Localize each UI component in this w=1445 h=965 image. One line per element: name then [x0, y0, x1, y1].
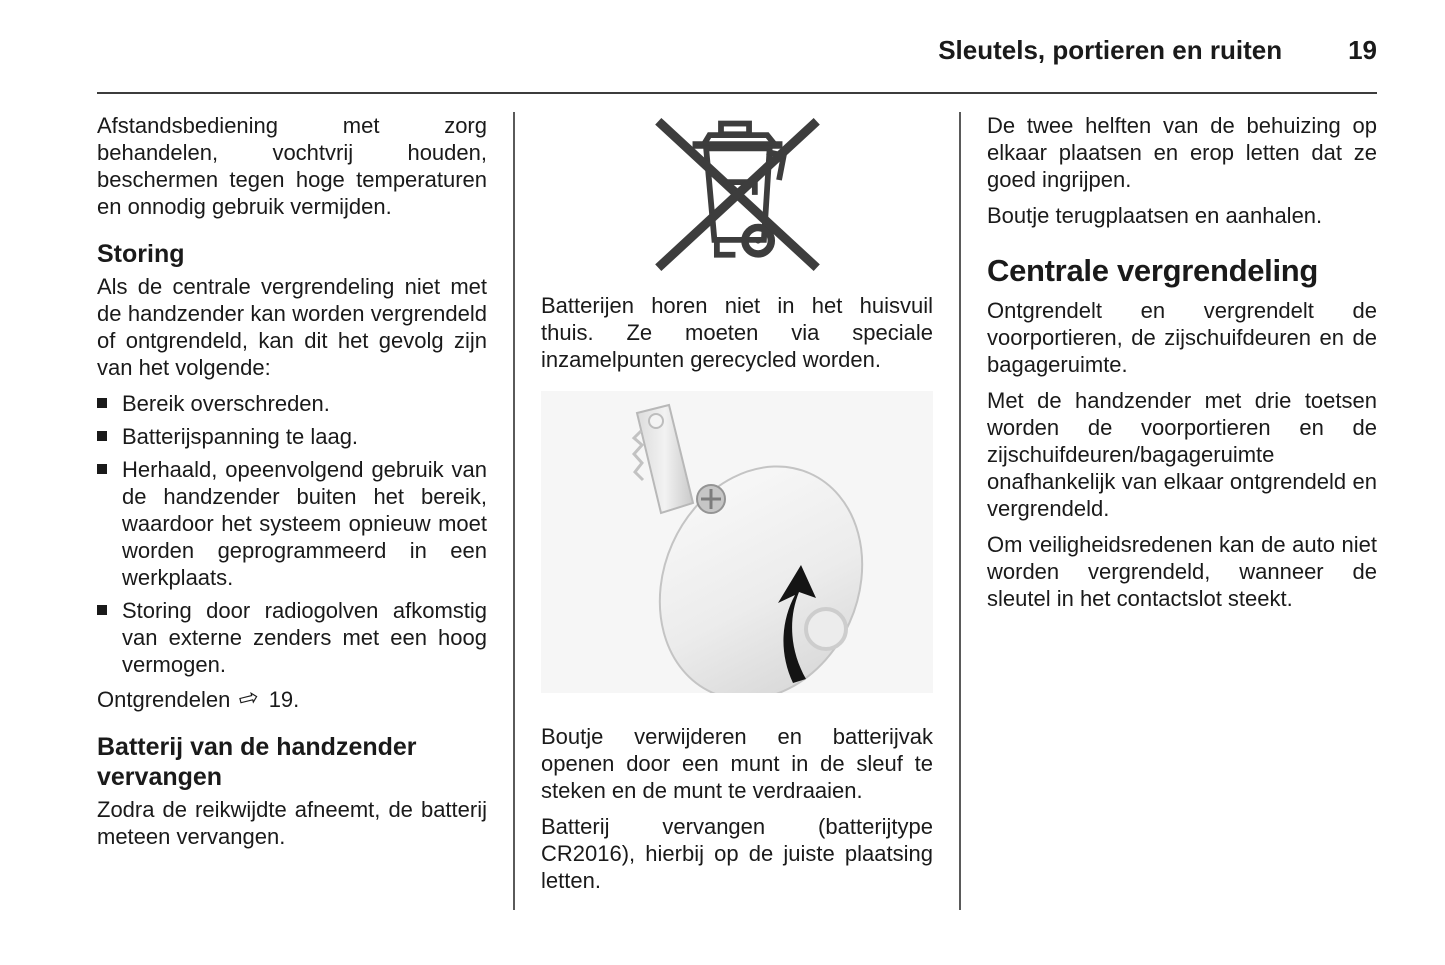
column-divider — [513, 112, 515, 910]
paragraph-battery-replace-intro: Zodra de reikwijdte afneemt, de batterij meteen vervangen. — [97, 797, 487, 849]
page-ref-arrow-icon: ⇨ — [236, 682, 263, 715]
page-ref-label: Ontgrendelen — [97, 687, 231, 712]
list-item-text: Batterijspanning te laag. — [122, 424, 359, 449]
list-item-text: Storing door radiogolven afkomstig van externe zenders met een hoog vermogen. — [122, 598, 487, 677]
paragraph-battery-type: Batterij vervangen (batterijtype CR2016), hierbij op de juiste plaatsing letten. — [541, 814, 933, 893]
paragraph-storing-intro: Als de centrale vergrendeling niet met de handzender kan worden vergrendeld of ontgrendeld, kan dit het gevolg zijn van het volgende: — [97, 274, 487, 380]
page-cross-reference — [97, 682, 487, 715]
list-item — [97, 456, 487, 591]
heading-centrale-vergrendeling: Centrale vergrendeling — [987, 253, 1319, 288]
column-right — [987, 112, 1377, 912]
paragraph-remote-care: Afstandsbediening met zorg behandelen, vochtvrij houden, beschermen tegen hoge temperaturen en onnodig gebruik vermijden. — [97, 113, 487, 219]
paragraph-housing-halves: De twee helften van de behuizing op elkaar plaatsen en erop letten dat ze goed ingrijpen. — [987, 113, 1377, 192]
paragraph-central-locking-intro: Ontgrendelt en vergrendelt de voorportieren, de zijschuifdeuren en de bagageruimte. — [987, 298, 1377, 377]
square-bullet-icon — [97, 398, 107, 408]
column-divider — [959, 112, 961, 910]
paragraph-three-button-remote: Met de handzender met drie toetsen worden de voorportieren en de zijschuifdeuren/bagageruimte onafhankelijk van elkaar ontgrendeld en vergrendeld. — [987, 388, 1377, 521]
list-item-text: Herhaald, opeenvolgend gebruik van de handzender buiten het bereik, waardoor het systeem opnieuw moet worden geprogrammeerd in een werkplaats. — [122, 457, 487, 590]
square-bullet-icon — [97, 464, 107, 474]
crossed-out-wheelie-bin-icon — [655, 116, 820, 273]
header-rule — [97, 92, 1377, 94]
remote-key-figure — [541, 391, 933, 693]
paragraph-safety-note: Om veiligheidsredenen kan de auto niet worden vergrendeld, wanneer de sleutel in het contactslot steekt. — [987, 532, 1377, 611]
page-title: Sleutels, portieren en ruiten — [938, 35, 1283, 65]
page-header — [97, 36, 1377, 64]
paragraph-open-battery-compartment: Boutje verwijderen en batterijvak openen door een munt in de sleuf te steken en de munt te verdraaien. — [541, 724, 933, 803]
list-item — [97, 390, 487, 417]
paragraph-refit-bolt: Boutje terugplaatsen en aanhalen. — [987, 203, 1323, 228]
column-left — [97, 112, 487, 912]
column-middle — [541, 112, 933, 912]
heading-batterij-vervangen: Batterij van de handzender vervangen — [97, 733, 417, 791]
list-item — [97, 423, 487, 450]
list-item — [97, 597, 487, 678]
remote-key-illustration — [541, 391, 933, 693]
paragraph-battery-disposal: Batterijen horen niet in het huisvuil thuis. Ze moeten via speciale inzamelpunten gerecycled worden. — [541, 293, 933, 372]
square-bullet-icon — [97, 431, 107, 441]
content-columns — [97, 112, 1377, 912]
battery-disposal-figure — [655, 116, 820, 278]
page-ref-number: 19. — [268, 687, 300, 712]
fault-cause-list — [97, 390, 487, 678]
page-number: 19 — [1348, 35, 1377, 65]
square-bullet-icon — [97, 605, 107, 615]
heading-storing: Storing — [97, 240, 185, 268]
list-item-text: Bereik overschreden. — [122, 391, 330, 416]
